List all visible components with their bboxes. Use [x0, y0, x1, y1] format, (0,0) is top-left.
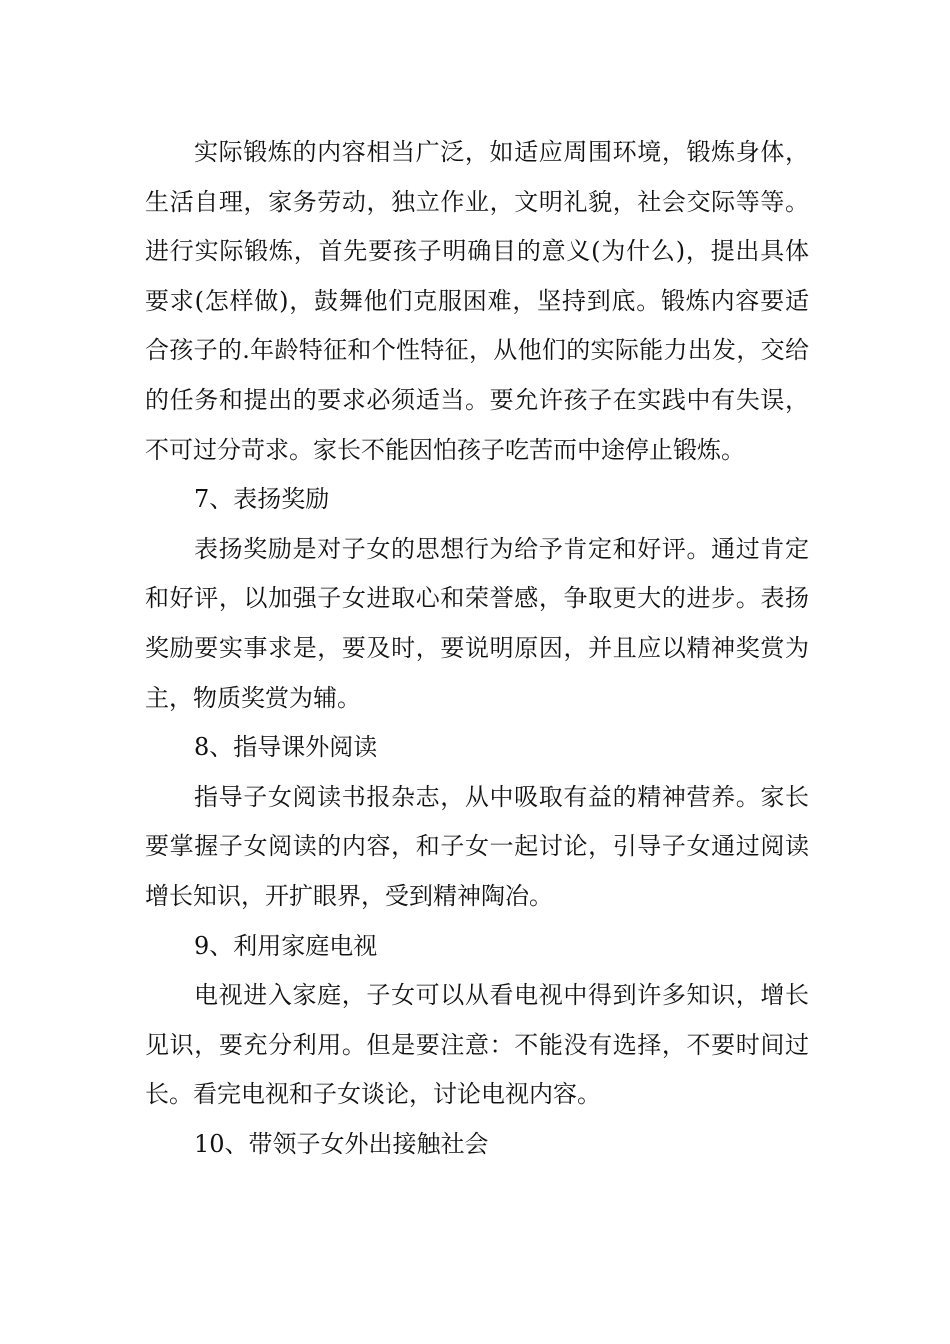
- paragraph-family-tv: 电视进入家庭，子女可以从看电视中得到许多知识，增长见识，要充分利用。但是要注意：不能没有选择，不要时间过长。看完电视和子女谈论，讨论电视内容。: [145, 981, 809, 1109]
- section-heading-8: 8、指导课外阅读: [194, 733, 378, 762]
- section-heading-10: 10、带领子女外出接触社会: [194, 1129, 489, 1158]
- section-heading-9: 9、利用家庭电视: [194, 931, 378, 960]
- section-heading-7: 7、表扬奖励: [194, 485, 330, 514]
- paragraph-reading-guidance: 指导子女阅读书报杂志，从中吸取有益的精神营养。家长要掌握子女阅读的内容，和子女一起讨论，引导子女通过阅读增长知识，开扩眼界，受到精神陶冶。: [145, 782, 809, 910]
- paragraph-praise-reward: 表扬奖励是对子女的思想行为给予肯定和好评。通过肯定和好评，以加强子女进取心和荣誉感，争取更大的进步。表扬奖励要实事求是，要及时，要说明原因，并且应以精神奖赏为主，物质奖赏为辅。: [145, 534, 809, 712]
- paragraph-practical-training: 实际锻炼的内容相当广泛，如适应周围环境，锻炼身体，生活自理，家务劳动，独立作业，文明礼貌，社会交际等等。进行实际锻炼，首先要孩子明确目的意义(为什么)，提出具体要求(怎样做)，鼓舞他们克服困难，坚持到底。锻炼内容要适合孩子的.年龄特征和个性特征，从他们的实际能力出发，交给的任务和提出的要求必须适当。要允许孩子在实践中有失误，不可过分苛求。家长不能因怕孩子吃苦而中途停止锻炼。: [145, 138, 809, 464]
- document-body: [145, 128, 809, 1169]
